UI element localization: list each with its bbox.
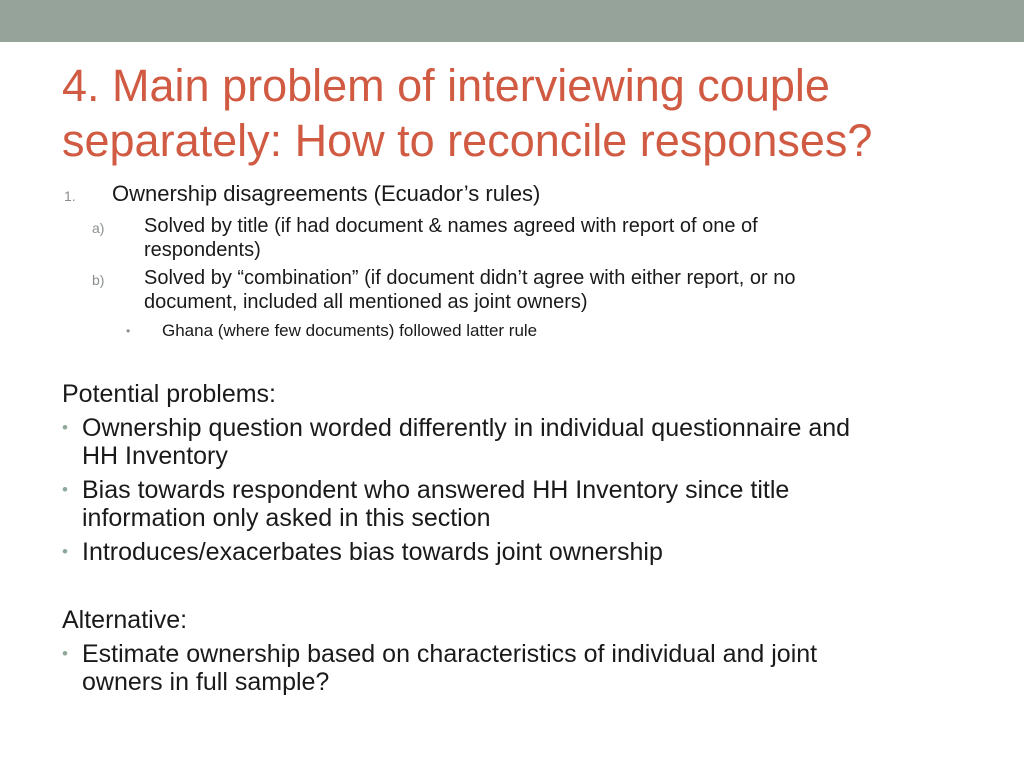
slide-title-line-1: 4. Main problem of interviewing couple xyxy=(62,60,830,111)
ghana-bullet-icon: • xyxy=(126,324,131,338)
problem-2-line-2: information only asked in this section xyxy=(82,504,491,532)
alternative-heading: Alternative: xyxy=(62,606,188,634)
slide-title-line-2: separately: How to reconcile responses? xyxy=(62,115,873,166)
sub-item-a-marker: a) xyxy=(92,220,105,236)
problem-1-bullet-icon: • xyxy=(62,418,68,437)
alternative-1-line-2: owners in full sample? xyxy=(82,668,330,696)
problem-2-bullet-icon: • xyxy=(62,480,68,499)
ownership-disagreements-text: Ownership disagreements (Ecuador’s rules) xyxy=(112,181,541,206)
problem-2-line-1: Bias towards respondent who answered HH Inventory since title xyxy=(82,476,790,504)
sub-item-a-line-2: respondents) xyxy=(144,239,261,261)
alternative-1-bullet-icon: • xyxy=(62,644,68,663)
problem-1-line-2: HH Inventory xyxy=(82,442,228,470)
alternative-1-line-1: Estimate ownership based on characteristics of individual and joint xyxy=(82,640,818,668)
sub-item-b-marker: b) xyxy=(92,272,105,288)
ghana-rule-text: Ghana (where few documents) followed latter rule xyxy=(162,321,538,340)
problem-3-line-1: Introduces/exacerbates bias towards joint ownership xyxy=(82,538,663,566)
sub-item-a-line-1: Solved by title (if had document & names agreed with report of one of xyxy=(144,215,758,237)
list-number-1: 1. xyxy=(64,188,76,204)
problem-1-line-1: Ownership question worded differently in individual questionnaire and xyxy=(82,414,851,442)
sub-item-b-line-1: Solved by “combination” (if document didn’t agree with either report, or no xyxy=(144,267,796,289)
sub-item-b-line-2: document, included all mentioned as joint owners) xyxy=(144,291,588,313)
potential-problems-heading: Potential problems: xyxy=(62,380,277,408)
problem-3-bullet-icon: • xyxy=(62,542,68,561)
